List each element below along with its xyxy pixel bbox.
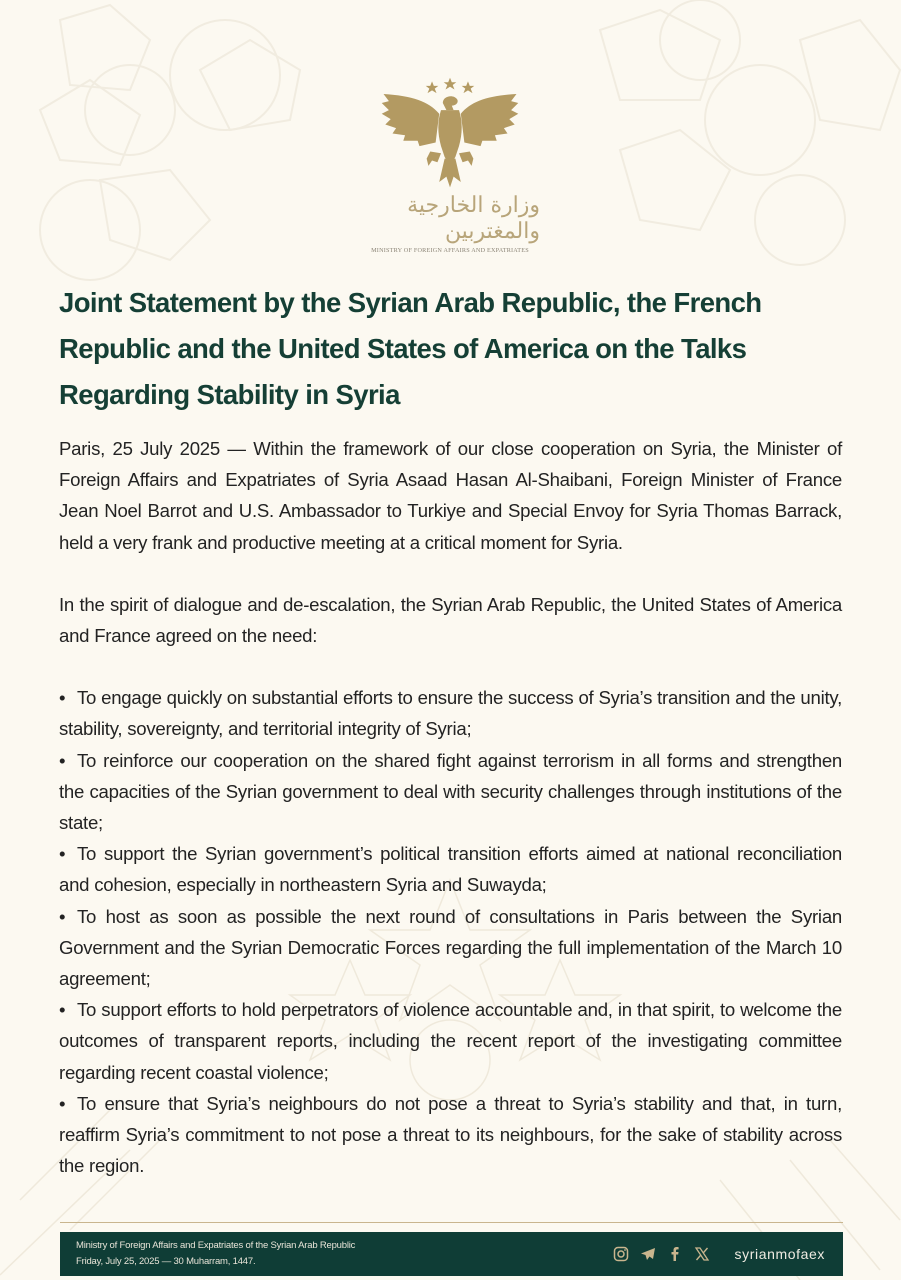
list-item: • To support efforts to hold perpetrators of violence accountable and, in that spirit, to welcome the outcomes of transparent reports, including the recent report of the investigating committee regarding recent coastal violence; bbox=[59, 994, 842, 1088]
bullet-icon: • bbox=[59, 843, 66, 865]
list-item: • To reinforce our cooperation on the shared fight against terrorism in all forms and strengthen the capacities of the Syrian government to deal with security challenges through institutions of the state; bbox=[59, 745, 842, 839]
agreement-points-list bbox=[59, 682, 842, 1181]
ministry-logo bbox=[360, 76, 540, 254]
ministry-arabic-calligraphy: وزارة الخارجية والمغتربين bbox=[407, 193, 540, 244]
bullet-icon: • bbox=[59, 749, 66, 771]
footer-ministry-line: Ministry of Foreign Affairs and Expatriates of the Syrian Arab Republic bbox=[76, 1240, 356, 1251]
golden-eagle-icon bbox=[368, 76, 532, 191]
list-item: • To ensure that Syria’s neighbours do not pose a threat to Syria’s stability and that, in turn, reaffirm Syria’s commitment to not pose a threat to its neighbours, for the sake of stability across the region. bbox=[59, 1088, 842, 1182]
list-item: • To host as soon as possible the next round of consultations in Paris between the Syrian Government and the Syrian Democratic Forces regarding the full implementation of the March 10 agreement; bbox=[59, 901, 842, 995]
list-item: • To support the Syrian government’s political transition efforts aimed at national reconciliation and cohesion, especially in northeastern Syria and Suwayda; bbox=[59, 838, 842, 900]
statement-body bbox=[59, 433, 842, 1181]
lead-paragraph: In the spirit of dialogue and de-escalation, the Syrian Arab Republic, the United States of America and France agreed on the need: bbox=[59, 593, 842, 647]
telegram-icon[interactable] bbox=[640, 1246, 657, 1263]
bullet-icon: • bbox=[59, 999, 66, 1021]
bullet-icon: • bbox=[59, 1092, 66, 1114]
footer-date-line: Friday, July 25, 2025 — 30 Muharram, 1447. bbox=[76, 1256, 256, 1267]
instagram-icon[interactable] bbox=[613, 1246, 630, 1263]
footer-divider bbox=[60, 1222, 843, 1223]
intro-paragraph: Paris, 25 July 2025 — Within the framework of our close cooperation on Syria, the Minister of Foreign Affairs and Expatriates of Syria Asaad Hasan Al-Shaibani, Foreign Minister of France Jean Noel Barrot and U.S. Ambassador to Turkiye and Special Envoy for Syria Thomas Barrack, held a very frank and productive meeting at a critical moment for Syria. bbox=[59, 438, 842, 553]
footer-info bbox=[76, 1238, 355, 1270]
statement-title: Joint Statement by the Syrian Arab Republic, the French Republic and the United States of America on the Talks Regarding Stability in Syria bbox=[59, 287, 762, 410]
social-handle[interactable]: syrianmofaex bbox=[734, 1246, 825, 1262]
footer-bar bbox=[60, 1232, 843, 1276]
x-icon[interactable] bbox=[694, 1246, 711, 1263]
bullet-icon: • bbox=[59, 687, 66, 709]
facebook-icon[interactable] bbox=[667, 1246, 684, 1263]
list-item: • To engage quickly on substantial efforts to ensure the success of Syria’s transition and the unity, stability, sovereignty, and territorial integrity of Syria; bbox=[59, 682, 842, 744]
bullet-icon: • bbox=[59, 905, 66, 927]
ministry-english-name: MINISTRY OF FOREIGN AFFAIRS AND EXPATRIATES bbox=[371, 247, 529, 254]
social-links bbox=[613, 1246, 825, 1263]
